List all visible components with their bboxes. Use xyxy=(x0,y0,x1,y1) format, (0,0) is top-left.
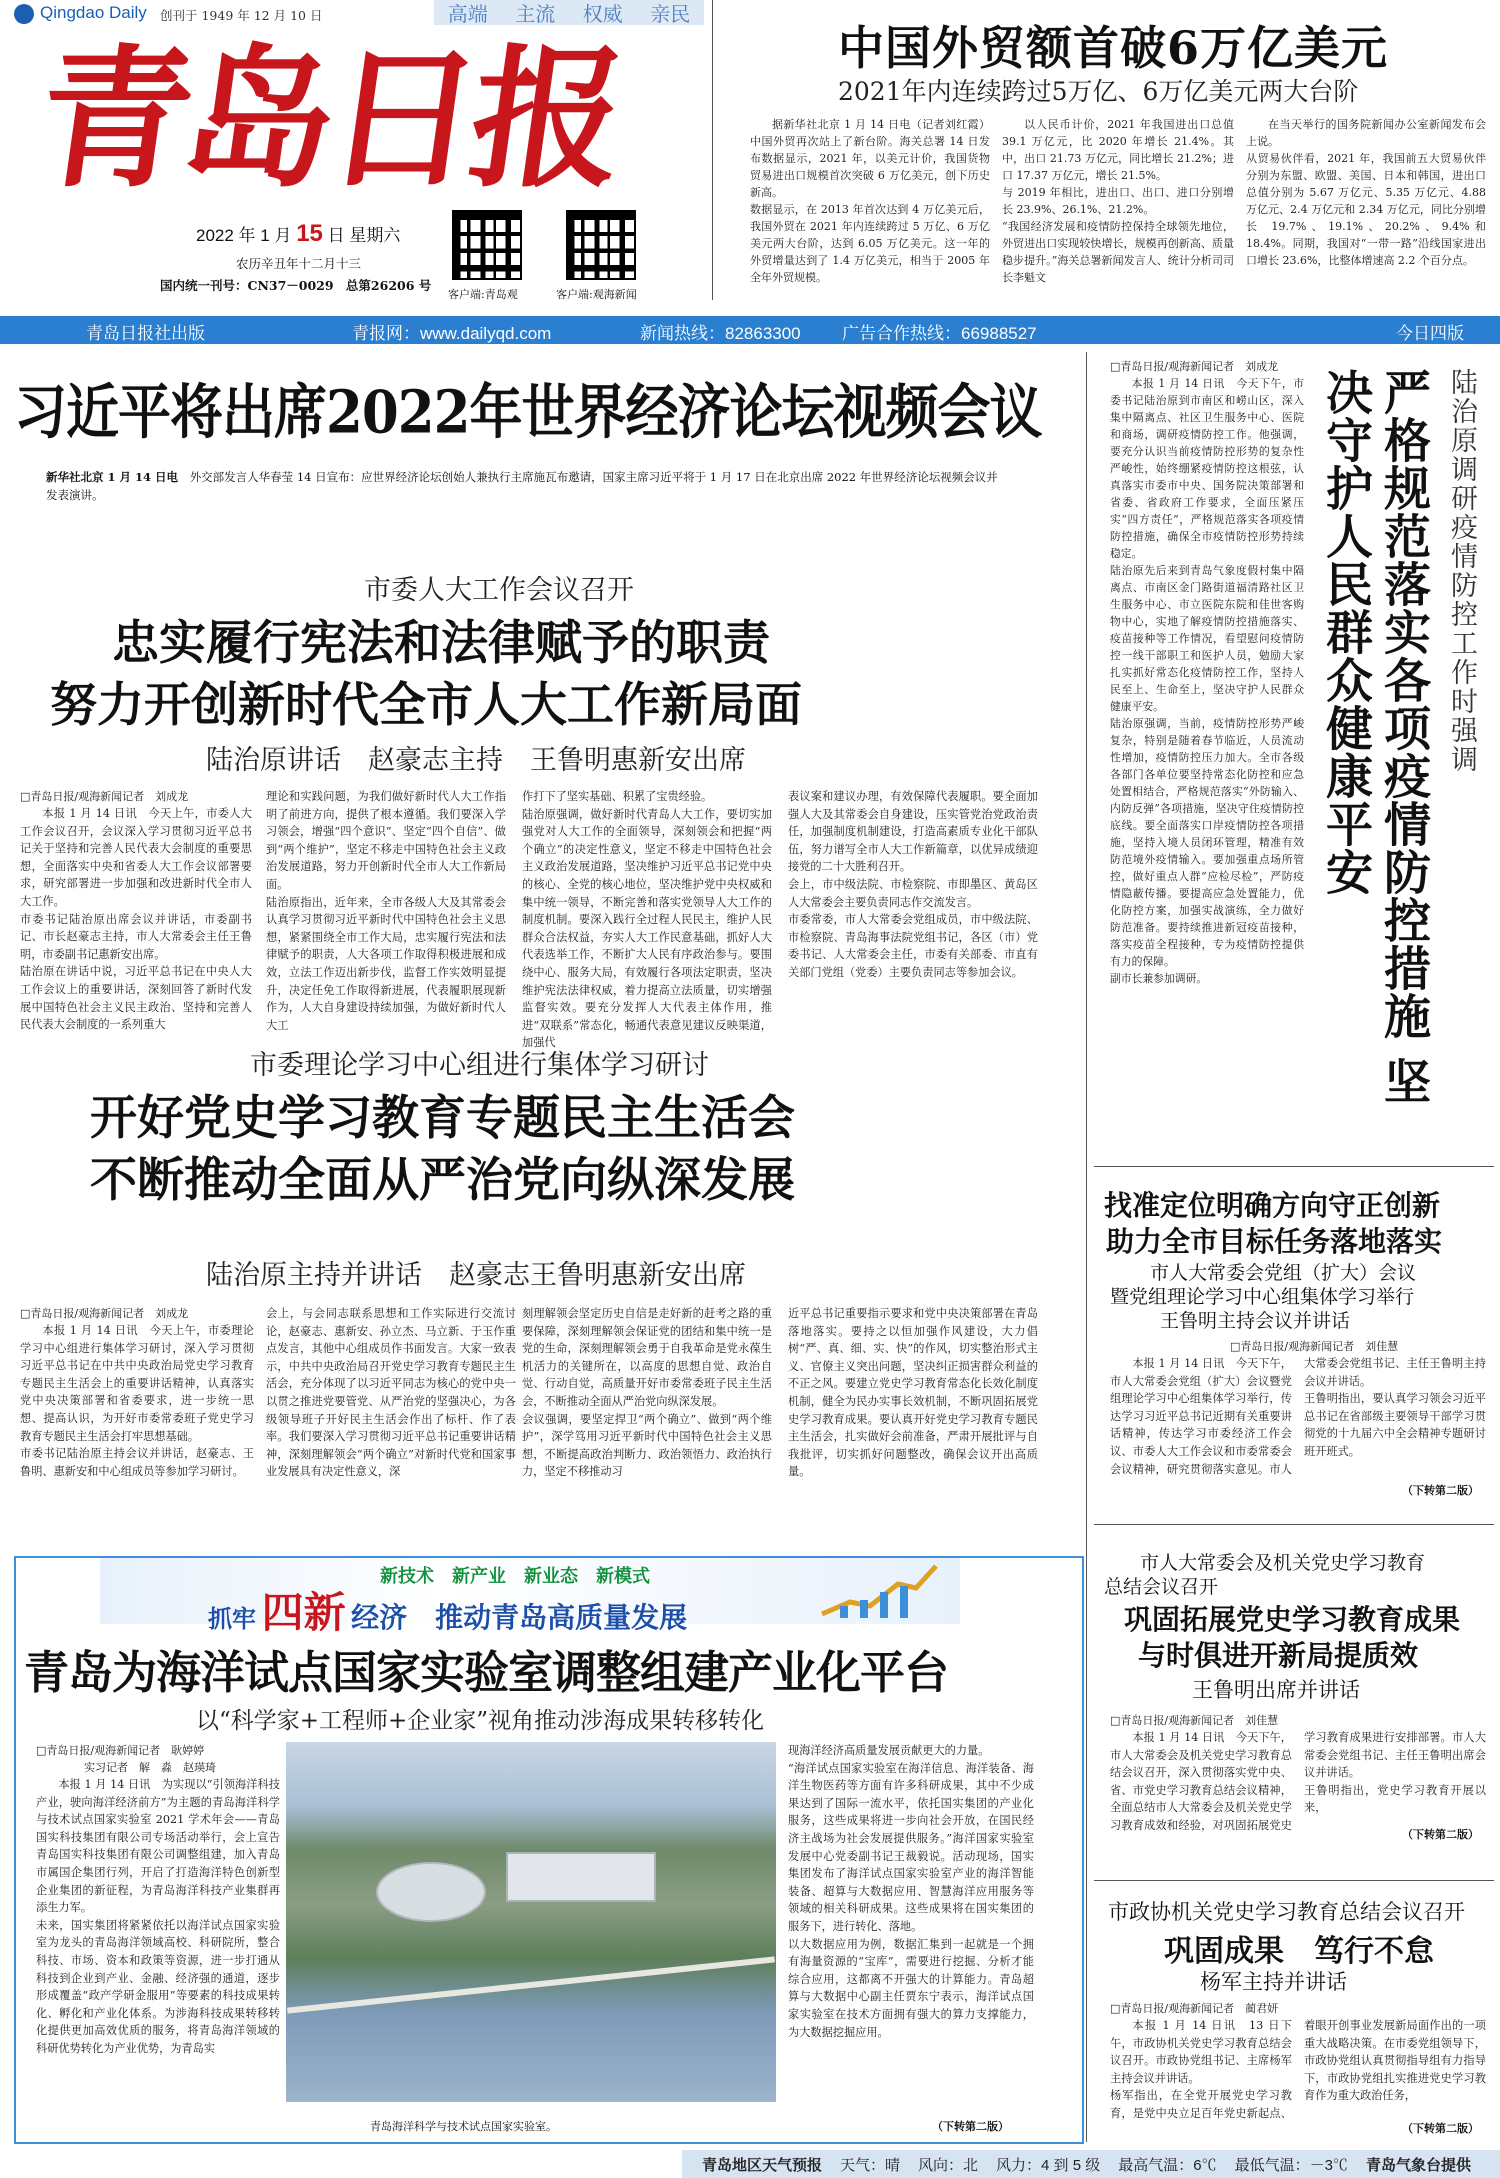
story2-text: 本报 1 月 14 日讯 今天上午，市委人大工作会议召开，会议深入学习贯彻习近平总书记关于坚持和完善人民代表大会制度的重要思想，全面落实中央和省委人大工作会议部署要求，研究部署进一步加强和改进新时代全市人大工作。 市委书记陆治原出席会议并讲话，市委副书记、市长赵豪志主持，市人大常委会主任王鲁明，市委副书记惠新安出席。 陆治原在讲话中说，习近平总书记在中央人大工作会议上的重要讲话，深刻回答了新时代发展中国特色社会主义民主政治、坚持和完善人民代表大会制度的一系列重大 xyxy=(20,807,252,1032)
publisher: 青岛日报社出版 xyxy=(86,324,205,343)
website-link[interactable]: 青报网：www.dailyqd.com xyxy=(352,324,552,343)
top-story-headline: 中国外贸额首破6万亿美元 xyxy=(838,21,1389,75)
cn-number: 国内统一刊号：CN37－0029 xyxy=(160,278,334,293)
sidebar-npc-history-study xyxy=(1094,1534,1494,1874)
photo-bridge xyxy=(287,1956,775,2013)
sidebar-npc-party-group xyxy=(1094,1176,1494,1516)
story4-col xyxy=(788,1742,1034,2138)
page-count: 今日四版 xyxy=(1396,324,1464,343)
sidebar1-vertical-headline: 严格规范落实各项疫情防控措施 坚决守护人民群众健康平安 xyxy=(1318,368,1431,1106)
byline: □青岛日报/观海新闻记者 刘佳慧 xyxy=(1110,1714,1279,1727)
sidebar2-headline: 助力全市目标任务落地落实 xyxy=(1106,1225,1443,1258)
byline: □青岛日报/观海新闻记者 刘成龙 xyxy=(20,790,189,803)
story3-kicker: 市委理论学习中心组进行集体学习研讨 xyxy=(250,1050,709,1081)
top-story-subhead: 2021年内连续跨过5万亿、6万亿美元两大台阶 xyxy=(838,77,1359,106)
top-story-col: 以人民币计价，2021 年我国进出口总值 39.1 万亿元，比 2020 年增长 21.4%。其中，出口 21.73 万亿元，同比增长 21.2%；进口 17.37 万亿元，增长 21.5%。 与 2019 年相比，进出口、出口、进口分别增长 23.9%、26.1%、21.2%。 “我国经济发展和疫情防控保持全球领先地位，外贸进出口实现较快增长，规模再创新高、质量稳步提升。”海关总署新闻发言人、统计分析司司长李魁文 xyxy=(1002,118,1234,284)
sidebar1-vertical-kicker: 陆治原调研疫情防控工作时强调 xyxy=(1446,368,1477,774)
sidebar-cppcc-history-study xyxy=(1094,1890,1494,2146)
sidebar4-text: 本报 1 月 14 日讯 13 日下午，市政协机关党史学习教育总结会议召开。市政协党组书记、主席杨军主持会议并讲话。 杨军指出，在全党开展党史学习教育，是党中央立足百年党史新起点、着眼开创事业发展新局面作出的一项重大战略决策。在市委党组领导下，市政协党组认真贯彻指导组有力指导下，市政协党组扎实推进党史学习教育作为重大政治任务， xyxy=(1110,2019,1486,2120)
sidebar4-headline: 巩固成果 笃行不怠 xyxy=(1164,1934,1434,1969)
weather-min-temp: 最低气温：－3℃ xyxy=(1234,2156,1348,2174)
story2-subhead: 陆治原讲话 赵豪志主持 王鲁明惠新安出席 xyxy=(206,745,746,776)
masthead xyxy=(0,0,712,320)
story3-col xyxy=(20,1305,254,1505)
photo-building xyxy=(376,1862,486,1922)
story3-col: 刻理解领会坚定历史自信是走好新的赶考之路的重要保障，深刻理解领会保证党的团结和集中统一是党的生命，深刻理解领会勇于自我革命是党永葆生机活力的关键所在，以高度的思想自觉、政治自觉、行动自觉，高质量开好市委常委班子民主生活会，不断推动全面从严治党向纵深发展。 会议强调，要坚定捍卫“两个确立”、做到“两个维护”，深学笃用习近平新时代中国特色社会主义思想，不断提高政治判断力、政治领悟力、政治执行力，坚定不移推动习 xyxy=(522,1307,772,1479)
issue-total: 总第26206 号 xyxy=(345,278,432,293)
lead-body xyxy=(46,468,1006,504)
continued-note: （下转第二版） xyxy=(1402,2122,1479,2135)
weather-bar xyxy=(682,2150,1500,2178)
weather-wind-dir: 风向：北 xyxy=(918,2156,979,2174)
banner-top-line: 新技术 新产业 新业态 新模式 xyxy=(380,1566,650,1587)
continued-note: （下转第二版） xyxy=(932,2120,1009,2133)
story4-headline: 青岛为海洋试点国家实验室调整组建产业化平台 xyxy=(24,1646,949,1699)
qingdao-daily-logo-icon xyxy=(14,4,34,24)
issue-date xyxy=(196,220,400,248)
qr-label: 客户端:青岛观 xyxy=(448,288,518,301)
story4-col xyxy=(36,1742,280,2138)
photo-building xyxy=(506,1852,656,1902)
byline: □青岛日报/观海新闻记者 刘佳慧 xyxy=(1230,1340,1399,1353)
story-npc-meeting xyxy=(0,560,1080,1050)
slogan: 亲民 xyxy=(650,1,691,26)
four-new-banner xyxy=(100,1558,960,1637)
banner-prefix: 抓牢 xyxy=(208,1604,256,1633)
sidebar2-subhead: 市人大常委会党组（扩大）会议 xyxy=(1150,1262,1417,1284)
story4-subhead: 以“科学家+工程师+企业家”视角推动涉海成果转移转化 xyxy=(196,1708,765,1734)
story2-col: 表议案和建议办理，有效保障代表履职。要全面加强人大及其常委会自身建设，压实管党治党政治责任，加强制度机制建设，打造高素质专业化干部队伍，努力谱写全市人大工作新篇章，以优异成绩迎接党的二十大胜利召开。 会上，市中级法院、市检察院、市即墨区、黄岛区人大常委会主要负责同志作交流发言。 市委常委，市人大常委会党组成员，市中级法院、市检察院、青岛海事法院党组书记，各区（市）党委书记、人大常委会主任，市委有关部委、市直有关部门党组（党委）主要负责同志等参加会议。 xyxy=(788,790,1038,979)
weather-max-temp: 最高气温：6℃ xyxy=(1118,2156,1217,2174)
lead-text: 外交部发言人华春莹 14 日宣布：应世界经济论坛创始人兼执行主席施瓦布邀请，国家主席习近平将于 1 月 17 日在北京出席 2022 年世界经济论坛视频会议并发表演讲。 xyxy=(46,470,998,502)
story4-text: 本报 1 月 14 日讯 为实现以“引领海洋科技产业，驶向海洋经济前方”为主题的青岛海洋科学与技术试点国家实验室 2021 学术年会——青岛国实科技集团有限公司专场活动举行，会上宣告青岛国实科技集团有限公司调整组建，加入青岛市属国企集团行列，开启了打造海洋特色创新型企业集团的新征程，为青岛海洋科技产业集群再添生力军。 未来，国实集团将紧紧依托以海洋试点国家实验室为龙头的青岛海洋领域高校、科研院所，整合科技、市场、资本和政策等资源，进一步打通从科技到企业到产业、金融、经济强的通道，逐步形成覆盖“政产学研金服用”等要素的科技成果转化、孵化和产业化体系。为涉海科技成果转移转化提供更加高效优质的服务，将青岛海洋领域的科研优势转化为产业优势，为青岛实 xyxy=(36,1778,280,2055)
qr-label: 客户端:观海新闻 xyxy=(556,288,637,301)
slogan: 主流 xyxy=(515,1,556,26)
story3-headline: 不断推动全面从严治党向纵深发展 xyxy=(90,1153,795,1208)
sidebar3-headline: 巩固拓展党史学习教育成果 xyxy=(1124,1603,1461,1636)
sidebar4-kicker: 市政协机关党史学习教育总结会议召开 xyxy=(1108,1900,1465,1924)
story4-text: 现海洋经济高质量发展贡献更大的力量。 “海洋试点国家实验室在海洋信息、海洋装备、海洋生物医药等方面有许多科研成果，其中不少成果达到了国际一流水平，依托国实集团的产业化服务，这些成果将进一步向社会开放，在国民经济主战场为社会发展提供服务。”海洋国家实验室发展中心党委副书记王裁毅说。活动现场，国实集团发布了海洋试点国家实验室产业的海洋智能装备、超算与大数据应用、智慧海洋应用服务等领域的相关科研成果。这些成果将在国实集团的服务下，进行转化、落地。 以大数据应用为例，数据汇集到一起就是一个拥有海量资源的“宝库”，需要进行挖掘、分析才能综合应用，这都离不开强大的计算能力。青岛超算与大数据中心副主任贾东宁表示，海洋试点国家实验室在技术方面拥有强大的算力支撑能力，为大数据挖掘应用。 xyxy=(788,1744,1034,2039)
paper-name: 青岛日报 xyxy=(27,29,629,208)
sidebar2-text-col xyxy=(1110,1338,1486,1500)
sidebar2-text: 本报 1 月 14 日讯 今天下午，市人大常委会党组（扩大）会议暨党组理论学习中心组集体学习举行，传达学习习近平总书记近期有关重要讲话精神，传达学习市委经济工作会议、市委人大工作会议和市委常委会会议精神，研究贯彻落实意见。市人大常委会党组书记、主任王鲁明主持会议并讲话。 王鲁明指出，要认真学习领会习近平总书记在省部级主要领导干部学习贯彻党的十九届六中全会精神专题研讨班开班式。 xyxy=(1110,1357,1486,1476)
banner-main xyxy=(208,1580,687,1640)
sidebar1-text: 本报 1 月 14 日讯 今天下午，市委书记陆治原到市南区和崂山区，深入集中隔离点、社区卫生服务中心、医院和商场，调研疫情防控工作。他强调，要充分认识当前疫情防控形势的复杂性严峻性，始终绷紧疫情防控这根弦，认真落实市委市中央、国务院决策部署和省委、省政府工作要求，全面压紧压实“四方责任”，严格规范落实各项疫情防控措施，确保全市疫情防控形势持续稳定。 陆治原先后来到青岛气象度假村集中隔离点、市南区金门路街道福清路社区卫生服务中心、市立医院东院和佳世客购物中心，实地了解疫情防控措施落实、疫苗接种等工作情况，看望慰问疫情防控一线干部职工和医护人员，勉励大家扎实抓好常态化疫情防控工作，坚持人民至上、生命至上，坚决守护人民群众健康平安。 陆治原强调，当前，疫情防控形势严峻复杂，特别是随着春节临近，人员流动性增加，疫情防控压力加大。全市各级各部门各单位要坚持常态化防控和应急处置相结合，严格规范落实“外防输入、内防反弹”各项措施，坚决守住疫情防控底线。要全面落实口岸疫情防控各项措施，坚持入境人员闭环管理，精准有效防范境外疫情输入。要加强重点场所管控，做好重点人群“应检尽检”，严防疫情隐蔽传播。要提高应急处置能力，优化防控方案，加强实战演练，全力做好防范准备。要持续推进新冠疫苗接种，落实疫苗全程接种，专为疫情防控提供有力的保障。 副市长兼参加调研。 xyxy=(1110,377,1304,985)
qr-code-icon[interactable] xyxy=(452,210,522,280)
story3-text: 本报 1 月 14 日讯 今天上午，市委理论学习中心组进行集体学习研讨，深入学习贯彻习近平总书记在中共中央政治局党史学习教育专题民主生活会上的重要讲话精神，认真落实党中央决策部署和省委要求，进一步统一思想、提高认识，为开好市委常委班子党史学习教育专题民主生活会打牢思想基础。 市委书记陆治原主持会议并讲话，赵豪志、王鲁明、惠新安和中心组成员等参加学习研讨。 xyxy=(20,1324,254,1478)
slogans xyxy=(434,0,704,25)
lab-photo xyxy=(286,1742,776,2102)
growth-chart-icon xyxy=(820,1562,940,1620)
story3-col: 会上，与会同志联系思想和工作实际进行交流讨论，赵豪志、惠新安、孙立杰、马立新、于玉作重点发言，其他中心组成员作书面发言。大家一致表示，中共中央政治局召开党史学习教育专题民主生活会，充分体现了以习近平同志为核心的党中央一以贯之推进党要管党、从严治党的坚强决心，为各级领导班子开好民主生活会作出了标杆、作了表率。我们要深入学习贯彻习近平总书记重要讲话精神，深刻理解领会“两个确立”对新时代党和国家事业发展具有决定性意义，深 xyxy=(266,1307,516,1479)
sidebar1-text-col xyxy=(1110,358,1304,1144)
top-story-col: 据新华社北京 1 月 14 日电（记者刘红霞）中国外贸再次站上了新台阶。海关总署 14 日发布数据显示，2021 年，以美元计价，我国货物贸易进出口规模首次突破 6 万亿美元，创下历史新高。 数据显示，在 2013 年首次达到 4 万亿美元后，我国外贸在 2021 年内连续跨过 5 万亿、6 万亿美元两大台阶，达到 6.05 万亿美元。这一年的外贸增量达到了 1.4 万亿美元，相当于 2005 年全年外贸规模。 xyxy=(750,118,990,284)
byline: □青岛日报/观海新闻记者 刘成龙 xyxy=(1110,360,1279,373)
weather-sky: 天气：晴 xyxy=(840,2156,901,2174)
story-theory-study xyxy=(0,1035,1080,1505)
lead-story xyxy=(0,350,1080,510)
date-day: 15 xyxy=(296,220,323,247)
slogan: 权威 xyxy=(582,1,623,26)
sidebar3-kicker: 总结会议召开 xyxy=(1104,1576,1219,1598)
story2-col: 理论和实践问题，为我们做好新时代人大工作指明了前进方向，提供了根本遵循。我们要深入学习领会，增强“四个意识”、坚定“四个自信”、做到“两个维护”，坚定不移走中国特色社会主义政治发展道路，努力开创新时代全市人大工作新局面。 陆治原指出，近年来，全市各级人大及其常委会认真学习贯彻习近平新时代中国特色社会主义思想，紧紧围绕全市工作大局，忠实履行宪法和法律赋予的职责，人大各项工作取得积极进展和成效，立法工作迈出新步伐，监督工作实效明显提升，决定任免工作取得新进展，代表履职展现新作为，人大自身建设持续加强，为做好新时代人大工 xyxy=(266,790,506,1032)
story3-headline: 开好党史学习教育专题民主生活会 xyxy=(90,1091,795,1146)
weather-label: 青岛地区天气预报 xyxy=(702,2156,823,2174)
date-weekday: 日 星期六 xyxy=(327,226,401,245)
publication-numbers xyxy=(160,276,431,294)
sidebar2-subhead: 王鲁明主持会议并讲话 xyxy=(1160,1310,1351,1332)
info-bar xyxy=(0,316,1500,344)
story3-col: 近平总书记重要指示要求和党中央决策部署在青岛落地落实。要持之以恒加强作风建设，大力倡树“严、真、细、实、快”的作风，切实整治形式主义、官僚主义突出问题，坚决纠正损害群众利益的不正之风。要建立党史学习教育常态化长效化制度机制，健全为民办实事长效机制，不断巩固拓展党史学习教育成果。要认真开好党史学习教育专题民主生活会，扎实做好会前准备，严肃开展批评与自我批评，切实抓好问题整改，确保会议开出高质量。 xyxy=(788,1307,1038,1479)
weather-source: 青岛气象台提供 xyxy=(1365,2156,1471,2174)
banner-suffix: 经济 推动青岛高质量发展 xyxy=(351,1601,688,1634)
story2-col: 作打下了坚实基础、积累了宝贵经验。 陆治原强调，做好新时代青岛人大工作，要切实加强党对人大工作的全面领导，深刻领会和把握“两个确立”的决定性意义，坚定不移走中国特色社会主义政治发展道路，坚决维护习近平总书记党中央的核心、全党的核心地位，坚决维护党中央权威和集中统一领导，不断完善和落实党领导人大工作的制度机制。要深入践行全过程人民民主，维护人民群众合法权益，夯实人大工作民意基础，抓好人大代表选举工作，不断扩大人民有序政治参与。要围绕中心、服务大局，有效履行各项法定职责，坚决维护宪法法律权威，着力提高立法质量，切实增强监督实效。要充分发挥人大代表主体作用，推进“双联系”常态化，畅通代表意见建议反映渠道，加强代 xyxy=(522,790,772,1050)
lunar-date: 农历辛丑年十二月十三 xyxy=(236,256,362,271)
top-story xyxy=(718,0,1494,300)
date-year-month: 2022 年 1 月 xyxy=(196,226,292,245)
byline: 实习记者 解 淼 赵瑛琦 xyxy=(84,1761,216,1774)
byline: □青岛日报/观海新闻记者 耿婷婷 xyxy=(36,1744,205,1757)
lead-headline: 习近平将出席2022年世界经济论坛视频会议 xyxy=(14,377,1042,448)
english-name: Qingdao Daily xyxy=(40,3,147,22)
sidebar2-subhead: 暨党组理论学习中心组集体学习举行 xyxy=(1110,1286,1415,1308)
sidebar2-headline: 找准定位明确方向守正创新 xyxy=(1104,1189,1441,1222)
sidebar3-text: 本报 1 月 14 日讯 今天下午，市人大常委会及机关党史学习教育总结会议召开，深入贯彻落实党中央、省、市党史学习教育总结会议精神，全面总结市人大常委会及机关党史学习教育成效和经验，对巩固拓展党史学习教育成果进行安排部署。市人大常委会党组书记、主任王鲁明出席会议并讲话。 王鲁明指出，党史学习教育开展以来， xyxy=(1110,1731,1486,1832)
byline: □青岛日报/观海新闻记者 刘成龙 xyxy=(20,1307,189,1320)
continued-note: （下转第二版） xyxy=(1402,1828,1479,1841)
news-hotline: 新闻热线：82863300 xyxy=(640,324,801,343)
story2-kicker: 市委人大工作会议召开 xyxy=(364,575,634,606)
continued-note: （下转第二版） xyxy=(1402,1484,1479,1497)
slogan: 高端 xyxy=(447,1,488,26)
weather-wind-force: 风力：4 到 5 级 xyxy=(996,2156,1101,2174)
byline: □青岛日报/观海新闻记者 蔺君妍 xyxy=(1110,2002,1279,2015)
story2-headline: 努力开创新时代全市人大工作新局面 xyxy=(50,678,802,733)
sidebar4-subhead: 杨军主持并讲话 xyxy=(1200,1970,1347,1994)
qr-code-icon[interactable] xyxy=(566,210,636,280)
lead-dateline: 新华社北京 1 月 14 日电 xyxy=(46,470,179,484)
sidebar3-subhead: 王鲁明出席并讲话 xyxy=(1192,1678,1360,1702)
top-story-col: 在当天举行的国务院新闻办公室新闻发布会上说。 从贸易伙伴看，2021 年，我国前五大贸易伙伴分别为东盟、欧盟、美国、日本和韩国，进出口总值分别为 5.67 万亿元、5.35 万亿元、4.88 万亿元、2.4 万亿元和 2.34 万亿元，同比分别增长 19.7%、19.1%、20.2%、9.4%和 18.4%。同期，我国对“一带一路”沿线国家进出口增长 23.6%，比整体增速高 2.2 个百分点。 xyxy=(1246,118,1486,267)
story2-col xyxy=(20,788,252,1032)
story3-subhead: 陆治原主持并讲话 赵豪志王鲁明惠新安出席 xyxy=(206,1260,746,1291)
sidebar3-kicker: 市人大常委会及机关党史学习教育 xyxy=(1140,1552,1426,1574)
founded-date: 创刊于 1949 年 12 月 10 日 xyxy=(160,8,323,23)
banner-big: 四新 xyxy=(261,1588,346,1637)
feature-box xyxy=(14,1556,1084,2144)
sidebar4-text-col xyxy=(1110,2000,1486,2140)
sidebar-epidemic xyxy=(1094,356,1494,1156)
photo-caption: 青岛海洋科学与技术试点国家实验室。 xyxy=(370,2120,557,2133)
sidebar3-headline: 与时俱进开新局提质效 xyxy=(1138,1639,1419,1672)
ad-hotline: 广告合作热线：66988527 xyxy=(842,324,1037,343)
story2-headline: 忠实履行宪法和法律赋予的职责 xyxy=(112,616,770,671)
